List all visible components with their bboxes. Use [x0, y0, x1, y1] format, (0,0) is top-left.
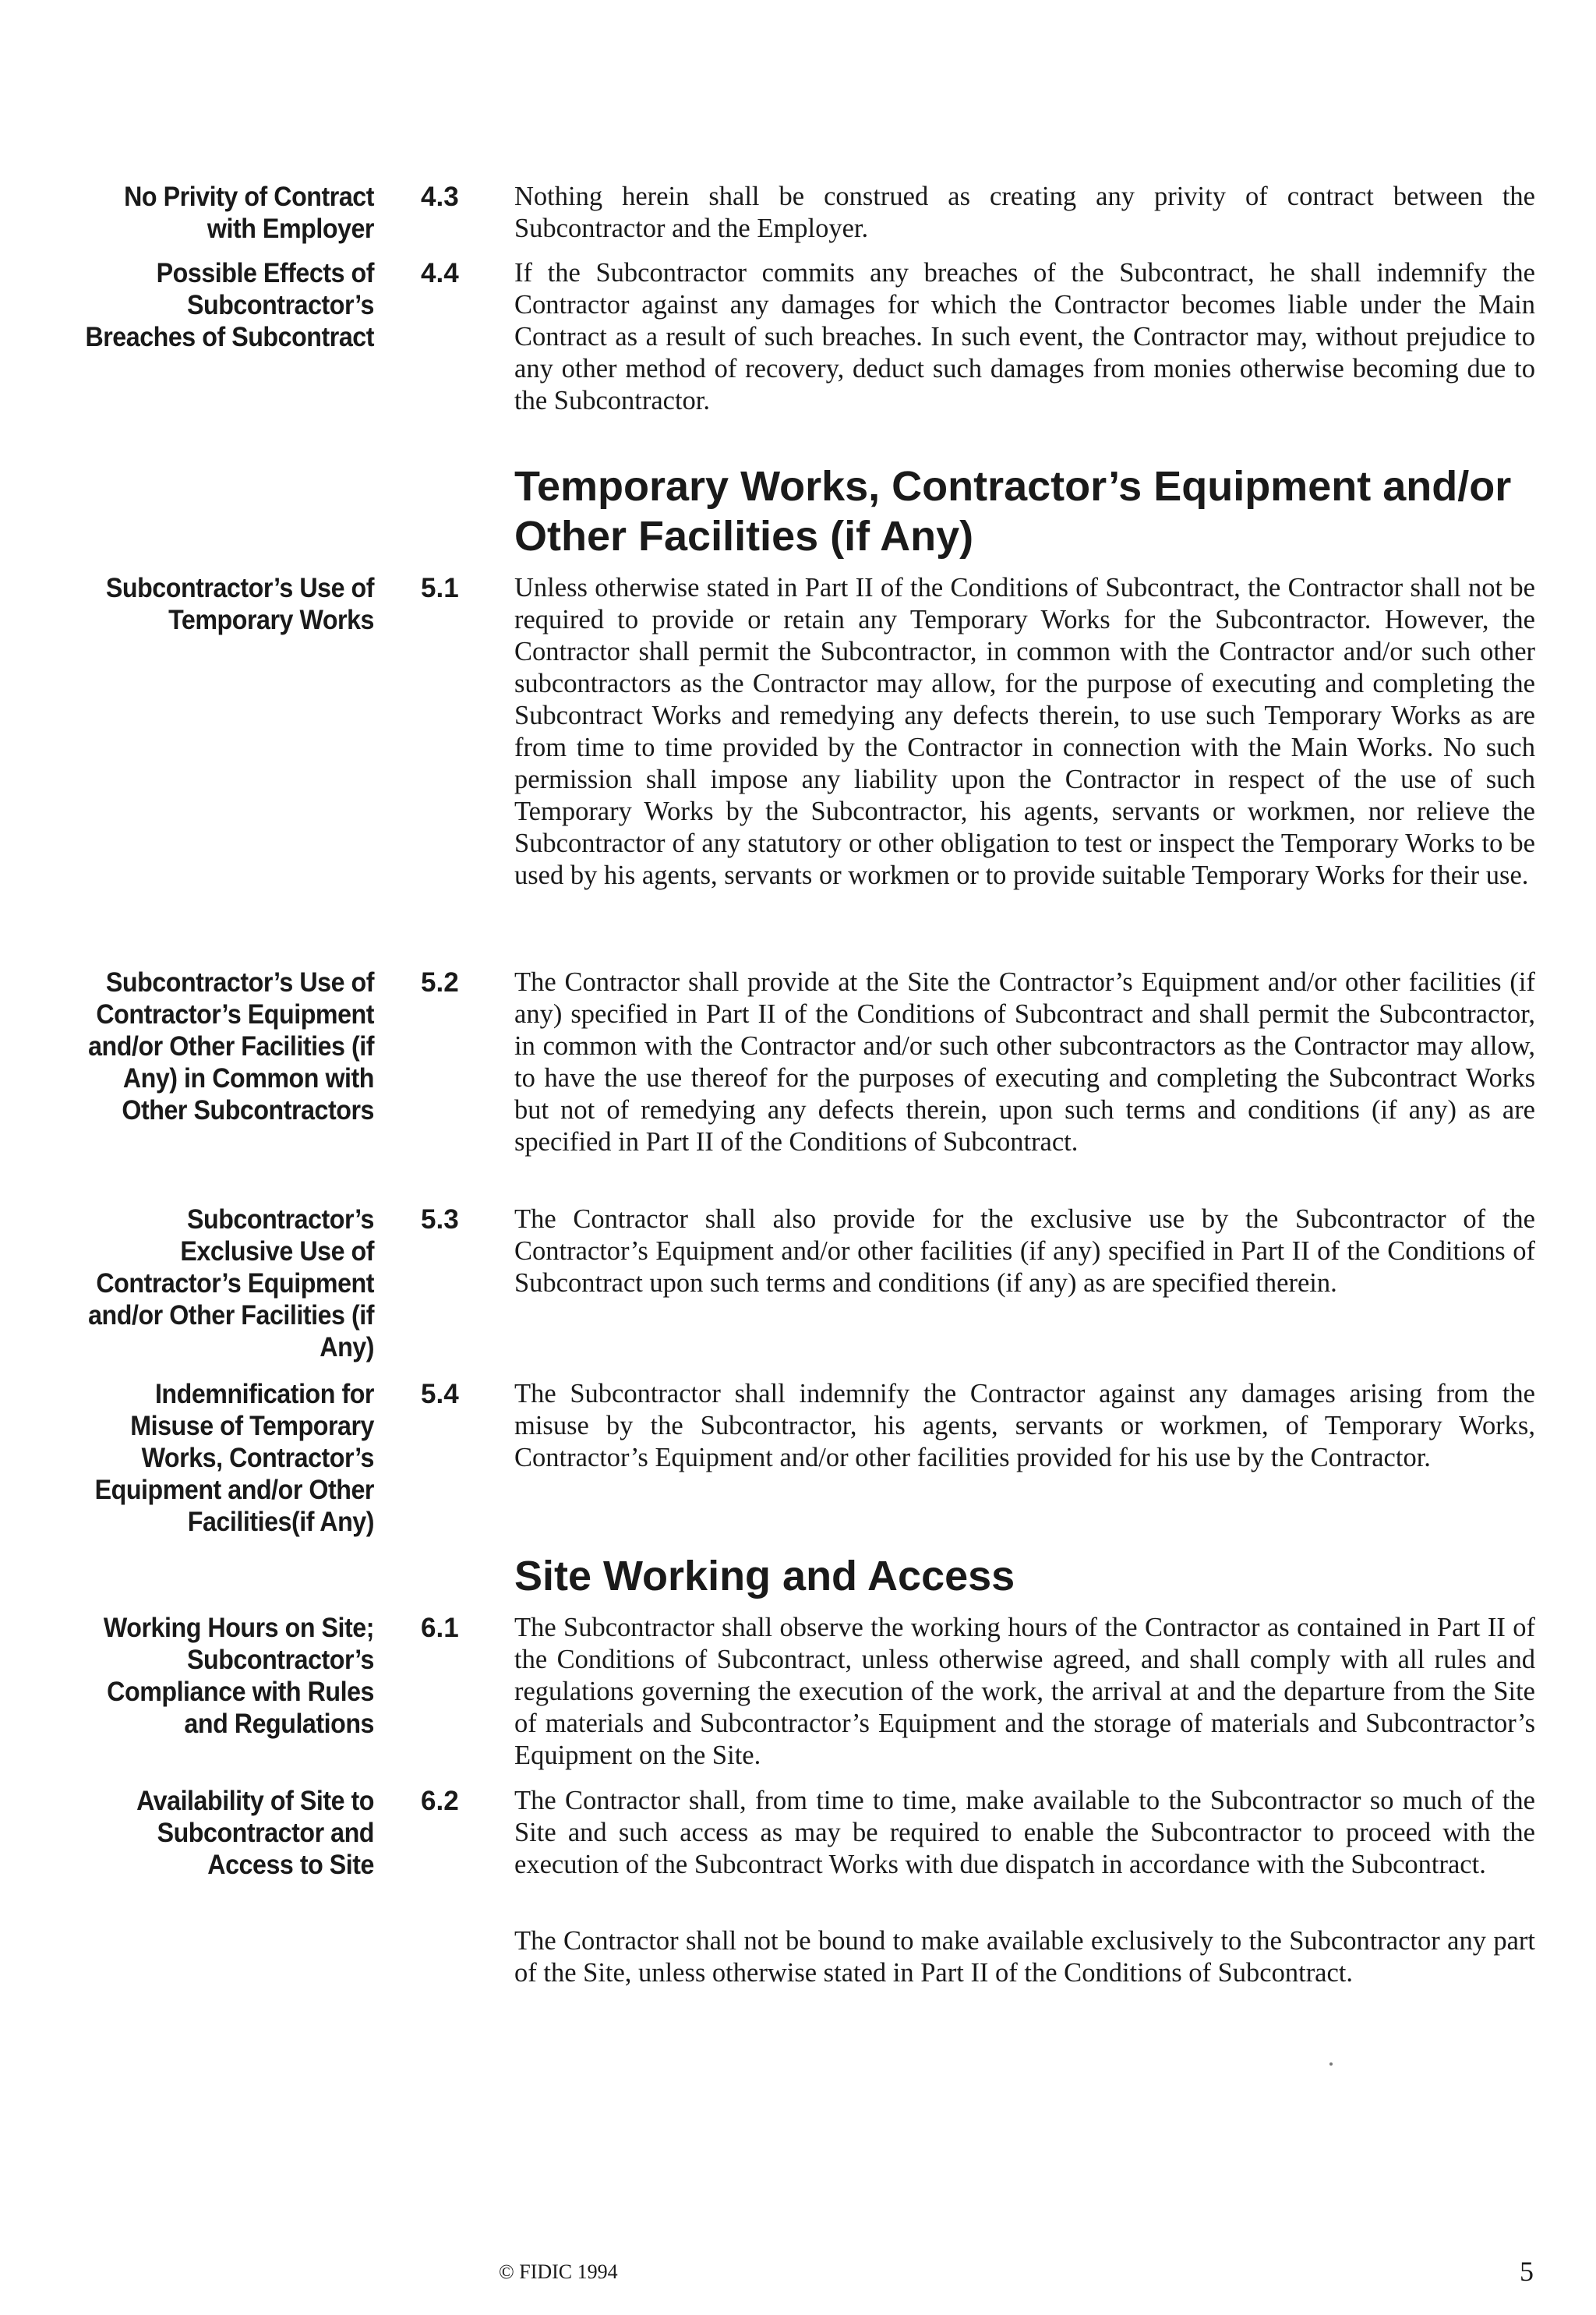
margin-title-5-4: Indemnification for Misuse of Temporary Works, Contractor’s Equipment and/or Other Facilities(if Any): [94, 1379, 374, 1537]
section-heading-site-working: Site Working and Access: [514, 1553, 1015, 1599]
margin-title-5-1: Subcontractor’s Use of Temporary Works: [105, 573, 374, 635]
margin-title-4-4: Possible Effects of Subcontractor’s Breaches of Subcontract: [85, 258, 374, 352]
clause-text-5-4: The Subcontractor shall indemnify the Contractor against any damages arising from the misuse by the Subcontractor, his agents, servants or workmen, of Temporary Works, Contractor’s Equipment and/or other facilities provided for his use by the Contractor.: [514, 1379, 1535, 1472]
margin-title-5-3: Subcontractor’s Exclusive Use of Contractor’s Equipment and/or Other Facilities (if Any): [88, 1204, 375, 1362]
clause-text-6-1: The Subcontractor shall observe the working hours of the Contractor as contained in Part II of the Conditions of Subcontract, unless otherwise agreed, and shall comply with all rules and regulations governing the execution of the work, the arrival at and the departure from the Site of materials and Subcontractor’s Equipment and the storage of materials and Subcontractor’s Equipment on the Site.: [514, 1613, 1535, 1770]
clause-number-5-2: 5.2: [421, 967, 459, 998]
clause-number-5-4: 5.4: [421, 1379, 459, 1409]
margin-title-6-2: Availability of Site to Subcontractor and Access to Site: [136, 1786, 375, 1880]
clause-number-5-3: 5.3: [421, 1204, 459, 1235]
margin-title-5-2: Subcontractor’s Use of Contractor’s Equipment and/or Other Facilities (if Any) in Common with Other Subcontractors: [88, 967, 375, 1126]
section-heading-temporary-works: Temporary Works, Contractor’s Equipment and/or Other Facilities (if Any): [514, 463, 1512, 560]
clause-text-4-3: Nothing herein shall be construed as creating any privity of contract between the Subcontractor and the Employer.: [514, 182, 1535, 243]
clause-text-5-3: The Contractor shall also provide for the exclusive use by the Subcontractor of the Contractor’s Equipment and/or other facilities (if any) specified in Part II of the Conditions of Subcontract upon such terms and conditions (if any) as are specified therein.: [514, 1204, 1535, 1298]
clause-number-5-1: 5.1: [421, 573, 459, 603]
clause-number-4-4: 4.4: [421, 258, 459, 288]
clause-text-5-2: The Contractor shall provide at the Site the Contractor’s Equipment and/or other facilities (if any) specified in Part II of the Conditions of Subcontract and shall permit the Subcontractor, in common with the Contractor and/or such other subcontractors as the Contractor may allow, to have the use thereof for the purposes of executing and completing the Subcontract Works but not of remedying any defects therein, upon such terms and conditions (if any) as are specified in Part II of the Conditions of Subcontract.: [514, 967, 1535, 1157]
clause-number-6-2: 6.2: [421, 1786, 459, 1816]
scan-speck: [1329, 2062, 1333, 2066]
clause-text-6-2-para-2: The Contractor shall not be bound to make available exclusively to the Subcontractor any part of the Site, unless otherwise stated in Part II of the Conditions of Subcontract.: [514, 1926, 1535, 1988]
clause-number-4-3: 4.3: [421, 182, 459, 212]
clause-text-5-1: Unless otherwise stated in Part II of the Conditions of Subcontract, the Contractor shall not be required to provide or retain any Temporary Works for the Subcontractor. However, the Contractor shall permit the Subcontractor, in common with the Contractor and/or such other subcontractors as the Contractor may allow, for the purpose of executing and completing the Subcontract Works and remedying any defects therein, to use such Temporary Works as are from time to time provided by the Contractor in connection with the Main Works. No such permission shall impose any liability upon the Contractor in respect of the use of such Temporary Works by the Subcontractor, his agents, servants or workmen, nor relieve the Subcontractor of any statutory or other obligation to test or inspect the Temporary Works to be used by his agents, servants or workmen or to provide suitable Temporary Works for their use.: [514, 573, 1535, 890]
footer-page-number: 5: [1520, 2256, 1534, 2287]
margin-title-4-3: No Privity of Contract with Employer: [124, 182, 375, 244]
clause-text-6-2-para-1: The Contractor shall, from time to time, make available to the Subcontractor so much of the Site and such access as may be required to enable the Subcontractor to proceed with the execution of the Subcontract Works with due dispatch in accordance with the Subcontract.: [514, 1786, 1535, 1879]
clause-text-4-4: If the Subcontractor commits any breaches of the Subcontract, he shall indemnify the Contractor against any damages for which the Contractor becomes liable under the Main Contract as a result of such breaches. In such event, the Contractor may, without prejudice to any other method of recovery, deduct such damages from monies otherwise becoming due to the Subcontractor.: [514, 258, 1535, 415]
footer-copyright: © FIDIC 1994: [499, 2260, 618, 2283]
clause-number-6-1: 6.1: [421, 1613, 459, 1643]
margin-title-6-1: Working Hours on Site; Subcontractor’s Compliance with Rules and Regulations: [103, 1613, 375, 1739]
